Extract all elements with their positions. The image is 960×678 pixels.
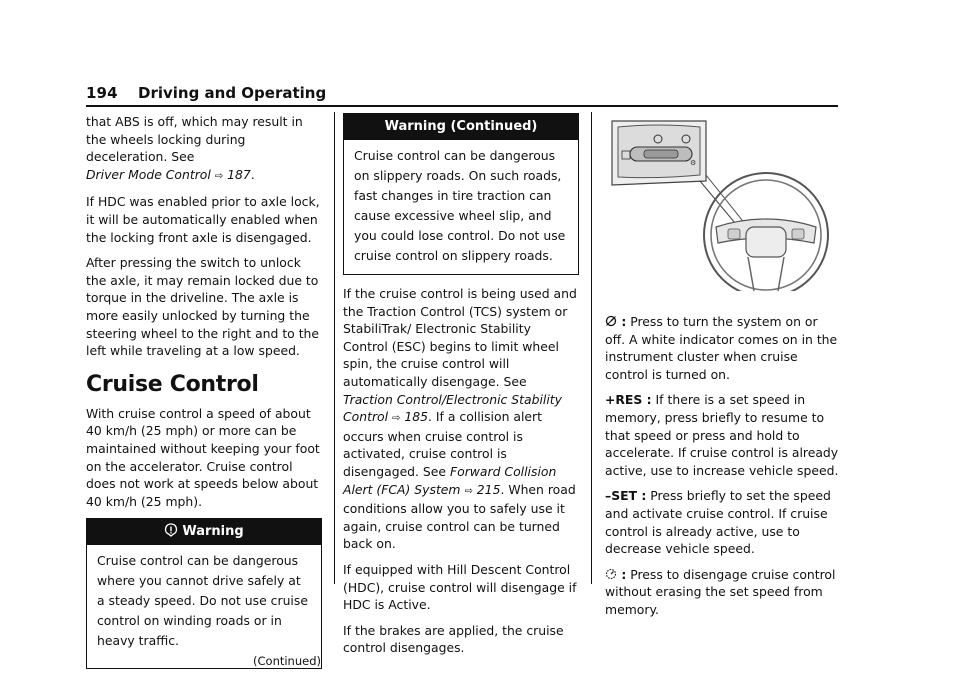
svg-text:⚙: ⚙ (690, 159, 697, 167)
warning-box-continued (343, 113, 579, 275)
column-divider-2 (591, 112, 592, 584)
paragraph-brakes: If the brakes are applied, the cruise control disengages. (343, 622, 564, 656)
paragraph-abs: that ABS is off, which may result in the wheels locking during deceleration. See Driver Mode Control ⇨ 187. (86, 114, 303, 182)
xref-page[interactable]: 185 (404, 409, 429, 425)
xref-forward-collision-alert[interactable]: Forward Collision Alert (FCA) System (343, 463, 557, 497)
xref-page[interactable]: 187 (227, 166, 251, 182)
section-name: Driving and Operating (138, 84, 327, 102)
page-arrow-icon: ⇨ (214, 170, 224, 182)
xref-driver-mode-control[interactable]: Driver Mode Control (86, 166, 211, 182)
header-rule (86, 105, 838, 107)
cruise-cancel-icon (605, 567, 621, 582)
warning-box (86, 518, 322, 669)
warning-title: Warning (182, 524, 244, 540)
page-header (86, 84, 838, 106)
warning-header-continued: Warning (Continued) (344, 114, 578, 140)
set-label: –SET : (605, 488, 647, 504)
warning-text-continued: Cruise control can be dangerous on slippery roads. On such roads, fast changes in tire traction can cause excessive wheel slip, and you could lose control. Do not use cruise control on slippery roads. (354, 148, 566, 263)
warning-icon (164, 521, 178, 547)
description-res: +RES : If there is a set speed in memory, press briefly to resume to that speed or press and hold to accelerate. If cruise control is already active, use to increase vehicle speed. (605, 392, 839, 478)
description-cancel: : Press to disengage cruise control without erasing the set speed from memory. (605, 566, 836, 617)
description-set: –SET : Press briefly to set the speed and activate cruise control. If cruise control is already active, use to decrease vehicle speed. (605, 488, 831, 557)
cruise-on-off-icon (605, 314, 621, 329)
warning-continued: (Continued) (253, 654, 321, 669)
description-on-off: : Press to turn the system on or off. A white indicator comes on in the instrument cluster when cruise control is turned on. (605, 314, 838, 382)
page-arrow-icon: ⇨ (464, 485, 473, 497)
paragraph-hdc: If HDC was enabled prior to axle lock, it will be automatically enabled when the locking front axle is disengaged. (86, 194, 320, 245)
paragraph-traction: If the cruise control is being used and the Traction Control (TCS) system or StabiliTrak/ Electronic Stability Control (ESC) begins to limit wheel spin, the cruise control will automatically disengage. See Traction Control/Electronic Stability Control ⇨ 185. If a collision alert occurs when cruise control is activated, cruise control is disengaged. See Forward Collision Alert (FCA) System ⇨ 215. When road conditions allow you to safely use it again, cruise control can be turned back on. (343, 286, 577, 552)
page-number: 194 (86, 84, 118, 102)
res-label: +RES : (605, 392, 652, 408)
warning-header (87, 519, 321, 545)
xref-traction-control[interactable]: Traction Control/Electronic Stability Control (343, 391, 563, 425)
paragraph-axle-unlock: After pressing the switch to unlock the axle, it may remain locked due to torque in the driveline. The axle is more easily unlocked by turning the steering wheel to the right and to the left while traveling at a low speed. (86, 255, 320, 359)
column-divider-1 (334, 112, 335, 584)
paragraph-cruise-intro: With cruise control a speed of about 40 km/h (25 mph) or more can be maintained without keeping your foot on the accelerator. Cruise control does not work at speeds below about 40 km/h (25 mph). (86, 405, 320, 509)
page-arrow-icon: ⇨ (392, 413, 401, 425)
column-3 (605, 313, 840, 627)
warning-text: Cruise control can be dangerous where you cannot drive safely at a steady speed. Do not use cruise control on winding roads or in heavy traffic. (97, 553, 308, 649)
xref-page[interactable]: 215 (476, 481, 501, 497)
column-1 (86, 113, 322, 669)
section-title: Cruise Control (86, 371, 259, 397)
paragraph-hill-descent: If equipped with Hill Descent Control (HDC), cruise control will disengage if HDC is Active. (343, 561, 577, 613)
steering-wheel-illustration (608, 115, 840, 291)
column-2 (343, 113, 579, 665)
